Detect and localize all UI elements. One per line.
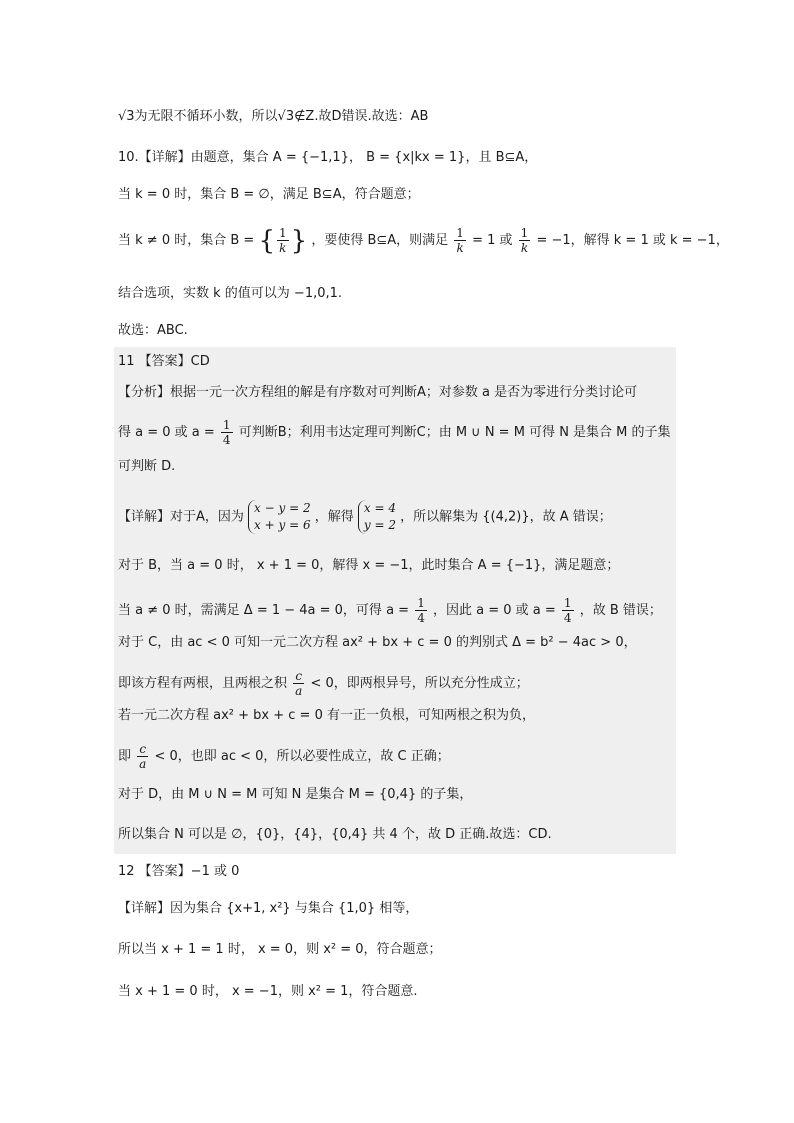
- fraction-one-over-k: [519, 226, 531, 255]
- fraction-one-quarter: [415, 596, 427, 625]
- fraction-c-over-a: [137, 742, 148, 771]
- text-line-q11-d-1: 对于 D，由 M ∪ N = M 可知 N 是集合 M = {0,4} 的子集，: [118, 787, 473, 802]
- frac-num: c: [293, 669, 304, 684]
- frac-den: k: [456, 241, 464, 255]
- text-seg: ，解得: [314, 509, 354, 525]
- text-seg: 当 k ≠ 0 时，集合 B =: [118, 233, 259, 248]
- fraction-one-quarter: [221, 418, 233, 447]
- text-line-q12-answer: 12 【答案】−1 或 0: [118, 864, 240, 879]
- text-line-q11-b-2: [118, 596, 662, 625]
- brace-close: }: [290, 225, 308, 256]
- text-line-q11-c-1: 对于 C，由 ac < 0 可知一元二次方程 ax² + bx + c = 0 的判别式 Δ = b² − 4ac > 0，: [118, 635, 637, 650]
- frac-num: 1: [456, 226, 464, 240]
- brace-open: {: [258, 225, 275, 256]
- frac-num: 1: [278, 226, 287, 240]
- equation-row: x + y = 6: [254, 518, 311, 532]
- text-seg: ，所以解集为 {(4,2)}，故 A 错误；: [400, 509, 612, 525]
- text-line-q11-b-1: 对于 B，当 a = 0 时， x + 1 = 0，解得 x = −1，此时集合 A = {−1}，满足题意；: [118, 558, 620, 573]
- text-line-q11-analysis-3: 可判断 D.: [118, 459, 176, 474]
- fraction-c-over-a: [293, 669, 304, 698]
- text-seg: ，因此 a = 0 或 a =: [432, 603, 560, 618]
- text-seg: 当 a ≠ 0 时，需满足 Δ = 1 − 4a = 0，可得 a =: [118, 603, 414, 618]
- text-seg: = 1 或: [472, 233, 513, 248]
- frac-den: k: [279, 241, 287, 255]
- text-line-q11-detail-a: [118, 500, 612, 534]
- fraction-one-over-k: [277, 226, 289, 255]
- frac-num: 1: [563, 596, 572, 610]
- text-seg: = −1，解得 k = 1 或 k = −1，: [536, 233, 729, 248]
- frac-num: 1: [520, 226, 529, 240]
- frac-den: 4: [222, 433, 231, 447]
- text-seg: 可判断B；利用韦达定理可判断C；由 M ∪ N = M 可得 N 是集合 M 的子集: [238, 425, 671, 440]
- fraction-one-over-k: [454, 226, 466, 255]
- text-seg: ，故 B 错误；: [579, 603, 662, 618]
- equation-row: y = 2: [363, 518, 397, 532]
- text-seg: 【详解】对于A，因为: [118, 509, 244, 525]
- solution-system: [358, 500, 396, 534]
- text-seg: < 0，即两根异号，所以充分性成立；: [310, 676, 529, 691]
- text-line-q11-analysis-2: [118, 418, 671, 447]
- text-line-answer-abc: 故选：ABC.: [118, 323, 188, 338]
- text-line-q12-case-2: 当 x + 1 = 0 时， x = −1，则 x² = 1，符合题意.: [118, 984, 418, 999]
- frac-num: 1: [222, 418, 231, 432]
- frac-num: c: [137, 742, 148, 757]
- text-seg: 得 a = 0 或 a =: [118, 425, 219, 440]
- equation-system: [248, 500, 311, 534]
- frac-num: 1: [417, 596, 425, 610]
- text-line-q10-detail: 10.【详解】由题意，集合 A = {−1,1}， B = {x|kx = 1}，且 B⊆A，: [118, 150, 538, 165]
- text-line-q11-c-2: [118, 669, 529, 698]
- frac-den: a: [295, 684, 303, 698]
- text-line-q12-case-1: 所以当 x + 1 = 1 时， x = 0，则 x² = 0，符合题意；: [118, 942, 442, 957]
- text-line-k-zero: 当 k = 0 时，集合 B = ∅，满足 B⊆A，符合题意；: [118, 187, 420, 202]
- text-line-q11-c-3: 若一元二次方程 ax² + bx + c = 0 有一正一负根，可知两根之积为负，: [118, 708, 535, 723]
- text-line-q11-c-4: [118, 742, 450, 771]
- text-line-k-nonzero: [118, 226, 729, 255]
- frac-den: 4: [417, 611, 425, 625]
- text-line-options: 结合选项，实数 k 的值可以为 −1,0,1.: [118, 286, 343, 301]
- frac-den: 4: [563, 611, 572, 625]
- text-seg: ，要使得 B⊆A，则满足: [311, 233, 449, 248]
- frac-den: a: [139, 757, 147, 771]
- text-seg: < 0，也即 ac < 0，所以必要性成立，故 C 正确；: [154, 749, 450, 764]
- fraction-one-quarter: [562, 596, 574, 625]
- text-line-q11-d-2: 所以集合 N 可以是 ∅，{0}，{4}，{0,4} 共 4 个，故 D 正确.故选：CD.: [118, 827, 552, 842]
- equation-row: x − y = 2: [254, 501, 311, 515]
- text-seg: 即该方程有两根，且两根之积: [118, 676, 288, 691]
- text-line-q12-detail: 【详解】因为集合 {x+1, x²} 与集合 {1,0} 相等，: [118, 901, 419, 916]
- text-line-q11-analysis: 【分析】根据一元一次方程组的解是有序数对可判断A；对参数 a 是否为零进行分类讨论可: [118, 385, 638, 400]
- text-line-q11-answer: 11 【答案】CD: [118, 354, 210, 369]
- frac-den: k: [520, 241, 529, 255]
- text-seg: 即: [118, 749, 132, 764]
- equation-row: x = 4: [363, 501, 396, 515]
- text-line-1: √3为无限不循环小数，所以√3∉Z.故D错误.故选：AB: [118, 109, 429, 124]
